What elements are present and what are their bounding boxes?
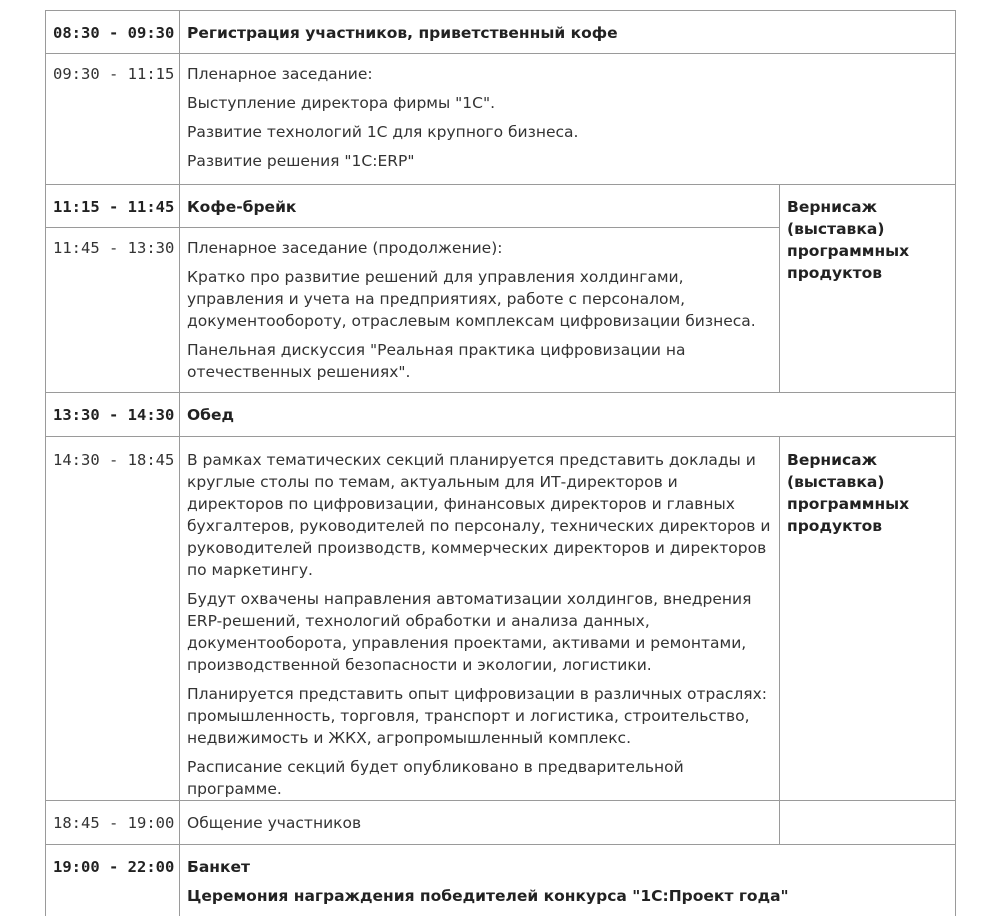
session-title: Регистрация участников, приветственный кофе (187, 24, 618, 42)
schedule-table (45, 10, 956, 916)
session-line: Выступление директора фирмы "1С". (187, 94, 496, 112)
time-cell: 13:30 - 14:30 (46, 393, 180, 437)
description-cell (180, 801, 780, 845)
session-line: Планируется представить опыт цифровизации в различных отраслях: промышленность, торговля, транспорт и логистика, строительство, недвижимость и ЖКХ, агропромышленный комплекс. (187, 685, 768, 747)
time-cell: 19:00 - 22:00 (46, 845, 180, 916)
time-cell: 14:30 - 18:45 (46, 437, 180, 801)
session-line: Развитие решения "1С:ERP" (187, 152, 415, 170)
session-line: Кратко про развитие решений для управления холдингами, управления и учета на предприятиях, работе с персоналом, документообороту, отраслевым комплексам цифровизации бизнеса. (187, 268, 756, 330)
schedule-row (46, 801, 956, 845)
time-cell: 09:30 - 11:15 (46, 54, 180, 185)
session-title: Обед (187, 406, 235, 424)
time-cell: 18:45 - 19:00 (46, 801, 180, 845)
description-cell (180, 228, 780, 393)
session-title: Банкет (187, 858, 250, 876)
exhibition-note: Вернисаж (выставка) программных продуктов (787, 451, 910, 535)
session-line: В рамках тематических секций планируется представить доклады и круглые столы по темам, актуальным для ИТ-директоров и директоров по цифровизации, финансовых директоров и главных бухгалтеров, руководителей по персоналу, технических директоров и руководителей производств, коммерческих директоров и директоров по маркетингу. (187, 451, 771, 579)
side-note-cell (780, 185, 956, 393)
description-cell (180, 185, 780, 228)
description-cell (180, 845, 956, 916)
session-line: Расписание секций будет опубликовано в предварительной программе. (187, 758, 684, 798)
side-note-cell (780, 437, 956, 801)
session-title: Церемония награждения победителей конкурса "1С:Проект года" (187, 887, 789, 905)
schedule-row (46, 185, 956, 228)
exhibition-note: Вернисаж (выставка) программных продуктов (787, 198, 910, 282)
session-line: Общение участников (187, 814, 362, 832)
session-line: Развитие технологий 1С для крупного бизнеса. (187, 123, 579, 141)
description-cell (180, 437, 780, 801)
time-cell: 08:30 - 09:30 (46, 11, 180, 54)
schedule-row (46, 437, 956, 801)
time-cell: 11:15 - 11:45 (46, 185, 180, 228)
time-cell: 11:45 - 13:30 (46, 228, 180, 393)
session-line: Пленарное заседание (продолжение): (187, 239, 503, 257)
session-line: Панельная дискуссия "Реальная практика цифровизации на отечественных решениях". (187, 341, 686, 381)
schedule-row (46, 54, 956, 185)
description-cell (180, 54, 956, 185)
schedule-row (46, 393, 956, 437)
session-line: Будут охвачены направления автоматизации холдингов, внедрения ERP-решений, технологий обработки и анализа данных, документооборота, управления проектами, активами и ремонтами, производственной безопасности и экологии, логистики. (187, 590, 752, 674)
schedule-row (46, 845, 956, 916)
schedule-row (46, 11, 956, 54)
session-line: Пленарное заседание: (187, 65, 373, 83)
empty-side-cell (780, 801, 956, 845)
session-title: Кофе-брейк (187, 198, 297, 216)
description-cell (180, 11, 956, 54)
description-cell (180, 393, 956, 437)
